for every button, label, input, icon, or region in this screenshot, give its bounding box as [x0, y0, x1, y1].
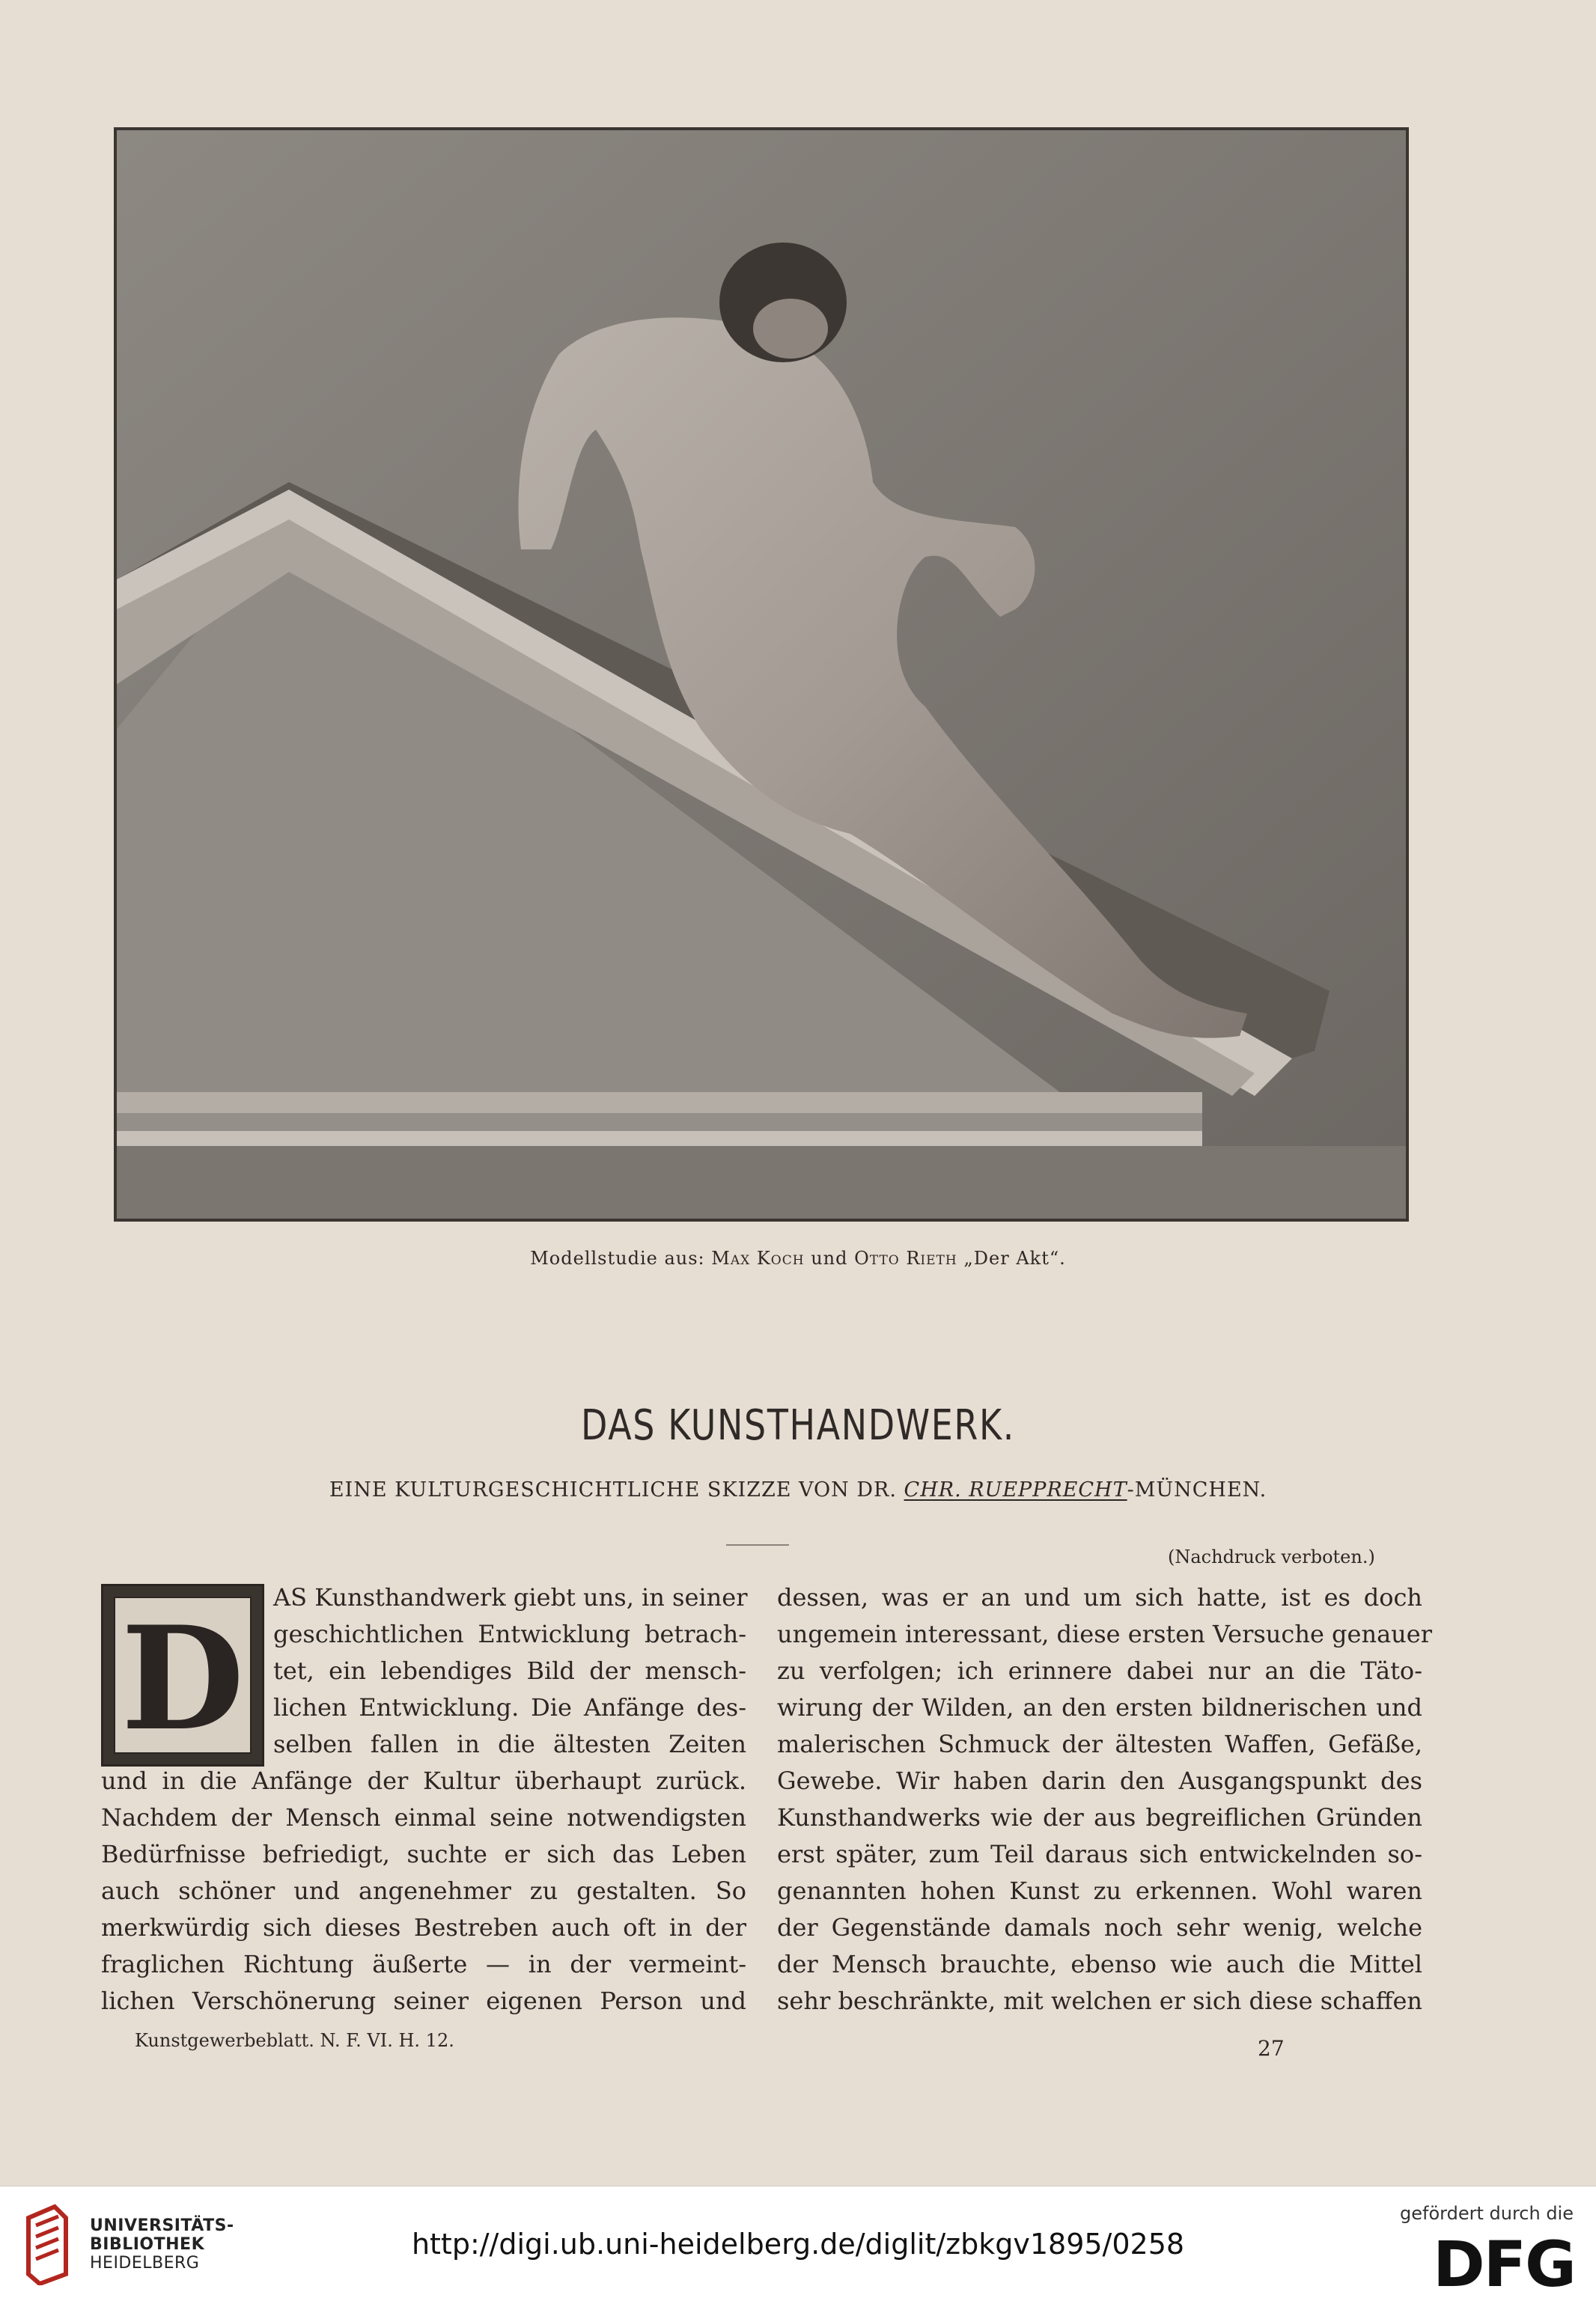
library-line-1: UNIVERSITÄTS- — [90, 2216, 234, 2235]
text-line: sehr beschränkte, mit welchen er sich diese schaffen — [777, 1987, 1423, 2015]
text-line: AS Kunsthandwerk giebt uns, in seiner — [273, 1583, 748, 1612]
article-title: DAS KUNSTHANDWERK. — [581, 1401, 1015, 1450]
right-column — [777, 1579, 1432, 2020]
text-line: Bedürfnisse befriedigt, suchte er sich das Leben — [101, 1840, 746, 1868]
text-line: Nachdem der Mensch einmal seine notwendigsten — [101, 1803, 746, 1832]
permalink-url[interactable]: http://digi.ub.uni-heidelberg.de/diglit/zbkgv1895/0258 — [411, 2228, 1185, 2261]
caption-author-1: Max Koch — [711, 1248, 805, 1269]
text-line: der Mensch brauchte, ebenso wie auch die Mittel — [777, 1950, 1422, 1978]
text-line: fraglichen Richtung äußerte — in der vermeint- — [101, 1950, 746, 1978]
caption-prefix: Modellstudie aus: — [530, 1248, 712, 1269]
library-line-3: HEIDELBERG — [90, 2254, 200, 2273]
caption-work: „Der Akt“. — [957, 1248, 1066, 1269]
text-line: lichen Verschönerung seiner eigenen Person und — [101, 1987, 746, 2015]
page-number: 27 — [1258, 2036, 1285, 2061]
text-line: merkwürdig sich dieses Bestreben auch oft in der — [101, 1913, 746, 1942]
digitization-bar — [0, 2186, 1596, 2301]
text-line: selben fallen in die ältesten Zeiten — [273, 1730, 746, 1758]
text-line: tet, ein lebendiges Bild der mensch- — [273, 1657, 746, 1685]
photo-plate — [114, 127, 1409, 1222]
text-line: Gewebe. Wir haben darin den Ausgangspunkt des — [777, 1767, 1422, 1795]
left-column — [101, 1579, 746, 2020]
text-line: Kunsthandwerks wie der aus begreiflichen Gründen — [777, 1803, 1422, 1832]
subtitle-suffix: -MÜNCHEN. — [1127, 1478, 1267, 1502]
text-line: genannten hohen Kunst zu erkennen. Wohl waren — [777, 1877, 1422, 1905]
library-line-2: BIBLIOTHEK — [90, 2235, 205, 2254]
text-line: wirung der Wilden, an den ersten bildnerischen und — [777, 1693, 1422, 1722]
caption-and: und — [804, 1248, 855, 1269]
subtitle-author: CHR. RUEPPRECHT — [904, 1478, 1127, 1502]
dfg-logo[interactable]: DFG — [1432, 2228, 1575, 2301]
title-divider — [726, 1544, 789, 1546]
reprint-notice: (Nachdruck verboten.) — [1168, 1546, 1375, 1567]
text-line: lichen Entwicklung. Die Anfänge des- — [273, 1693, 746, 1722]
text-line: zu verfolgen; ich erinnere dabei nur an die Täto- — [777, 1657, 1422, 1685]
subtitle-prefix: EINE KULTURGESCHICHTLICHE SKIZZE VON DR. — [329, 1478, 904, 1502]
text-line: geschichtlichen Entwicklung betrach- — [273, 1620, 746, 1648]
model-study-photo — [117, 130, 1406, 1219]
text-line: der Gegenstände damals noch sehr wenig, welche — [777, 1913, 1422, 1942]
text-line: dessen, was er an und um sich hatte, ist es doch — [777, 1583, 1422, 1612]
text-line: und in die Anfänge der Kultur überhaupt zurück. — [101, 1767, 746, 1795]
initial-letter: D — [121, 1595, 245, 1762]
caption-author-2: Otto Rieth — [854, 1248, 957, 1269]
funding-label: gefördert durch die — [1400, 2203, 1574, 2224]
text-line: auch schöner und angenehmer zu gestalten. So — [101, 1877, 746, 1905]
text-line: ungemein interessant, diese ersten Versuche genauer — [777, 1620, 1432, 1648]
plate-caption — [0, 1248, 1596, 1269]
journal-reference: Kunstgewerbeblatt. N. F. VI. H. 12. — [135, 2030, 454, 2051]
text-line: malerischen Schmuck der ältesten Waffen, Gefäße, — [777, 1730, 1422, 1758]
text-line: erst später, zum Teil daraus sich entwickelnden so- — [777, 1840, 1422, 1868]
article-subtitle — [0, 1478, 1596, 1502]
